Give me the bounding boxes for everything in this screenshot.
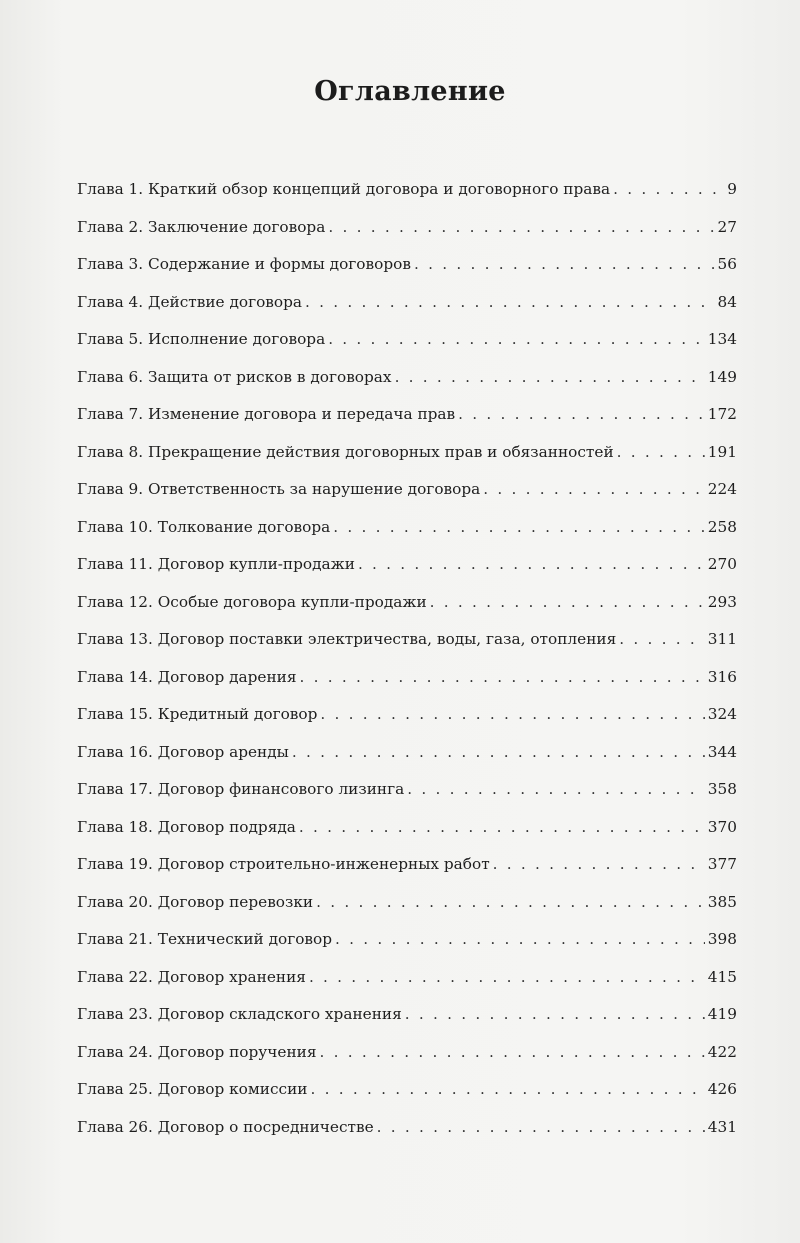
toc-entry-page: 419	[707, 1005, 737, 1023]
toc-entry	[77, 1005, 737, 1043]
toc-entry-page: 84	[717, 292, 737, 311]
toc-entry-label: Глава 23. Договор складского хранения	[77, 1005, 402, 1023]
dot-leader	[316, 893, 705, 911]
toc-entry-label: Глава 1. Краткий обзор концепций договора и договорного права	[77, 180, 611, 198]
dot-leader	[358, 555, 705, 573]
toc-entry-label: Глава 15. Кредитный договор	[77, 705, 318, 723]
toc-entry-label: Глава 13. Договор поставки электричества, воды, газа, отопления	[77, 630, 617, 648]
toc-entry	[77, 443, 737, 481]
toc-entry-page: 149	[707, 367, 737, 386]
dot-leader	[328, 218, 714, 236]
toc-entry	[77, 705, 737, 743]
toc-entry	[77, 368, 737, 406]
dot-leader	[299, 818, 705, 836]
toc-entry-label: Глава 21. Технический договор	[77, 930, 333, 948]
dot-leader	[405, 1005, 705, 1023]
toc-entry-label: Глава 14. Договор дарения	[77, 667, 297, 686]
dot-leader	[617, 443, 705, 461]
toc-entry-page: 344	[707, 742, 737, 761]
toc-entry	[77, 555, 737, 593]
toc-entry-label: Глава 18. Договор подряда	[77, 817, 296, 836]
toc-entry	[77, 930, 737, 968]
toc-entry-page: 316	[707, 667, 737, 686]
toc-entry-label: Глава 17. Договор финансового лизинга	[77, 780, 405, 798]
toc-entry-page: 172	[707, 405, 737, 423]
toc-entry-label: Глава 8. Прекращение действия договорных прав и обязанностей	[77, 442, 614, 461]
dot-leader	[377, 1118, 705, 1136]
toc-entry-page: 56	[717, 255, 737, 273]
page-title: Оглавление	[314, 76, 506, 107]
toc-entry-label: Глава 9. Ответственность за нарушение договора	[77, 480, 481, 498]
toc-entry	[77, 255, 737, 293]
toc-entry	[77, 180, 737, 218]
toc-entry-page: 258	[707, 517, 737, 536]
toc-entry	[77, 743, 737, 781]
toc-entry	[77, 218, 737, 256]
toc-entry-label: Глава 4. Действие договора	[77, 292, 303, 311]
dot-leader	[458, 405, 705, 423]
toc-entry-page: 270	[707, 555, 737, 573]
dot-leader	[320, 705, 704, 723]
dot-leader	[430, 593, 705, 611]
toc-entry-label: Глава 22. Договор хранения	[77, 967, 306, 986]
toc-entry-label: Глава 12. Особые договора купли-продажи	[77, 592, 427, 611]
toc-entry-label: Глава 10. Толкование договора	[77, 517, 331, 536]
toc-entry-page: 415	[707, 967, 737, 986]
toc-entry-label: Глава 3. Содержание и формы договоров	[77, 255, 411, 273]
toc-entry	[77, 968, 737, 1006]
dot-leader	[292, 743, 705, 761]
dot-leader	[328, 330, 705, 348]
toc-entry	[77, 480, 737, 518]
toc-entry	[77, 593, 737, 631]
dot-leader	[333, 518, 705, 536]
toc-entry-page: 293	[707, 592, 737, 611]
toc-entry-label: Глава 2. Заключение договора	[77, 217, 326, 236]
toc-entry-page: 358	[707, 780, 737, 798]
table-of-contents	[77, 180, 737, 1155]
toc-entry-label: Глава 19. Договор строительно-инженерных работ	[77, 855, 490, 873]
toc-entry	[77, 1080, 737, 1118]
toc-entry-page: 377	[707, 855, 737, 873]
toc-entry-page: 370	[707, 817, 737, 836]
toc-entry-label: Глава 11. Договор купли-продажи	[77, 555, 355, 573]
toc-entry-page: 9	[727, 180, 737, 198]
toc-entry	[77, 630, 737, 668]
dot-leader	[335, 930, 705, 948]
toc-entry	[77, 405, 737, 443]
toc-entry-label: Глава 24. Договор поручения	[77, 1042, 317, 1061]
toc-entry-page: 224	[707, 480, 737, 498]
dot-leader	[613, 180, 724, 198]
toc-entry	[77, 330, 737, 368]
toc-entry-label: Глава 7. Изменение договора и передача прав	[77, 405, 456, 423]
toc-entry-page: 385	[707, 892, 737, 911]
dot-leader	[310, 1080, 704, 1098]
dot-leader	[309, 968, 705, 986]
toc-entry-page: 324	[707, 705, 737, 723]
toc-entry	[77, 668, 737, 706]
toc-entry-page: 426	[707, 1080, 737, 1098]
toc-entry	[77, 780, 737, 818]
toc-entry-page: 191	[707, 442, 737, 461]
dot-leader	[483, 480, 705, 498]
toc-entry-label: Глава 25. Договор комиссии	[77, 1080, 308, 1098]
dot-leader	[305, 293, 714, 311]
toc-entry	[77, 855, 737, 893]
dot-leader	[300, 668, 705, 686]
toc-entry	[77, 818, 737, 856]
toc-entry-label: Глава 6. Защита от рисков в договорах	[77, 367, 392, 386]
dot-leader	[407, 780, 705, 798]
toc-entry	[77, 1118, 737, 1156]
toc-entry	[77, 293, 737, 331]
dot-leader	[493, 855, 705, 873]
toc-entry-label: Глава 16. Договор аренды	[77, 742, 289, 761]
toc-entry-page: 398	[707, 930, 737, 948]
dot-leader	[320, 1043, 705, 1061]
dot-leader	[414, 255, 715, 273]
toc-entry-label: Глава 26. Договор о посредничестве	[77, 1117, 374, 1136]
toc-entry	[77, 518, 737, 556]
toc-entry-label: Глава 5. Исполнение договора	[77, 330, 326, 348]
toc-entry-page: 134	[707, 330, 737, 348]
toc-entry-page: 431	[707, 1117, 737, 1136]
dot-leader	[395, 368, 705, 386]
dot-leader	[619, 630, 705, 648]
toc-entry-label: Глава 20. Договор перевозки	[77, 892, 314, 911]
toc-entry	[77, 1043, 737, 1081]
toc-entry	[77, 893, 737, 931]
toc-entry-page: 27	[717, 217, 737, 236]
toc-entry-page: 422	[707, 1042, 737, 1061]
toc-entry-page: 311	[707, 630, 737, 648]
